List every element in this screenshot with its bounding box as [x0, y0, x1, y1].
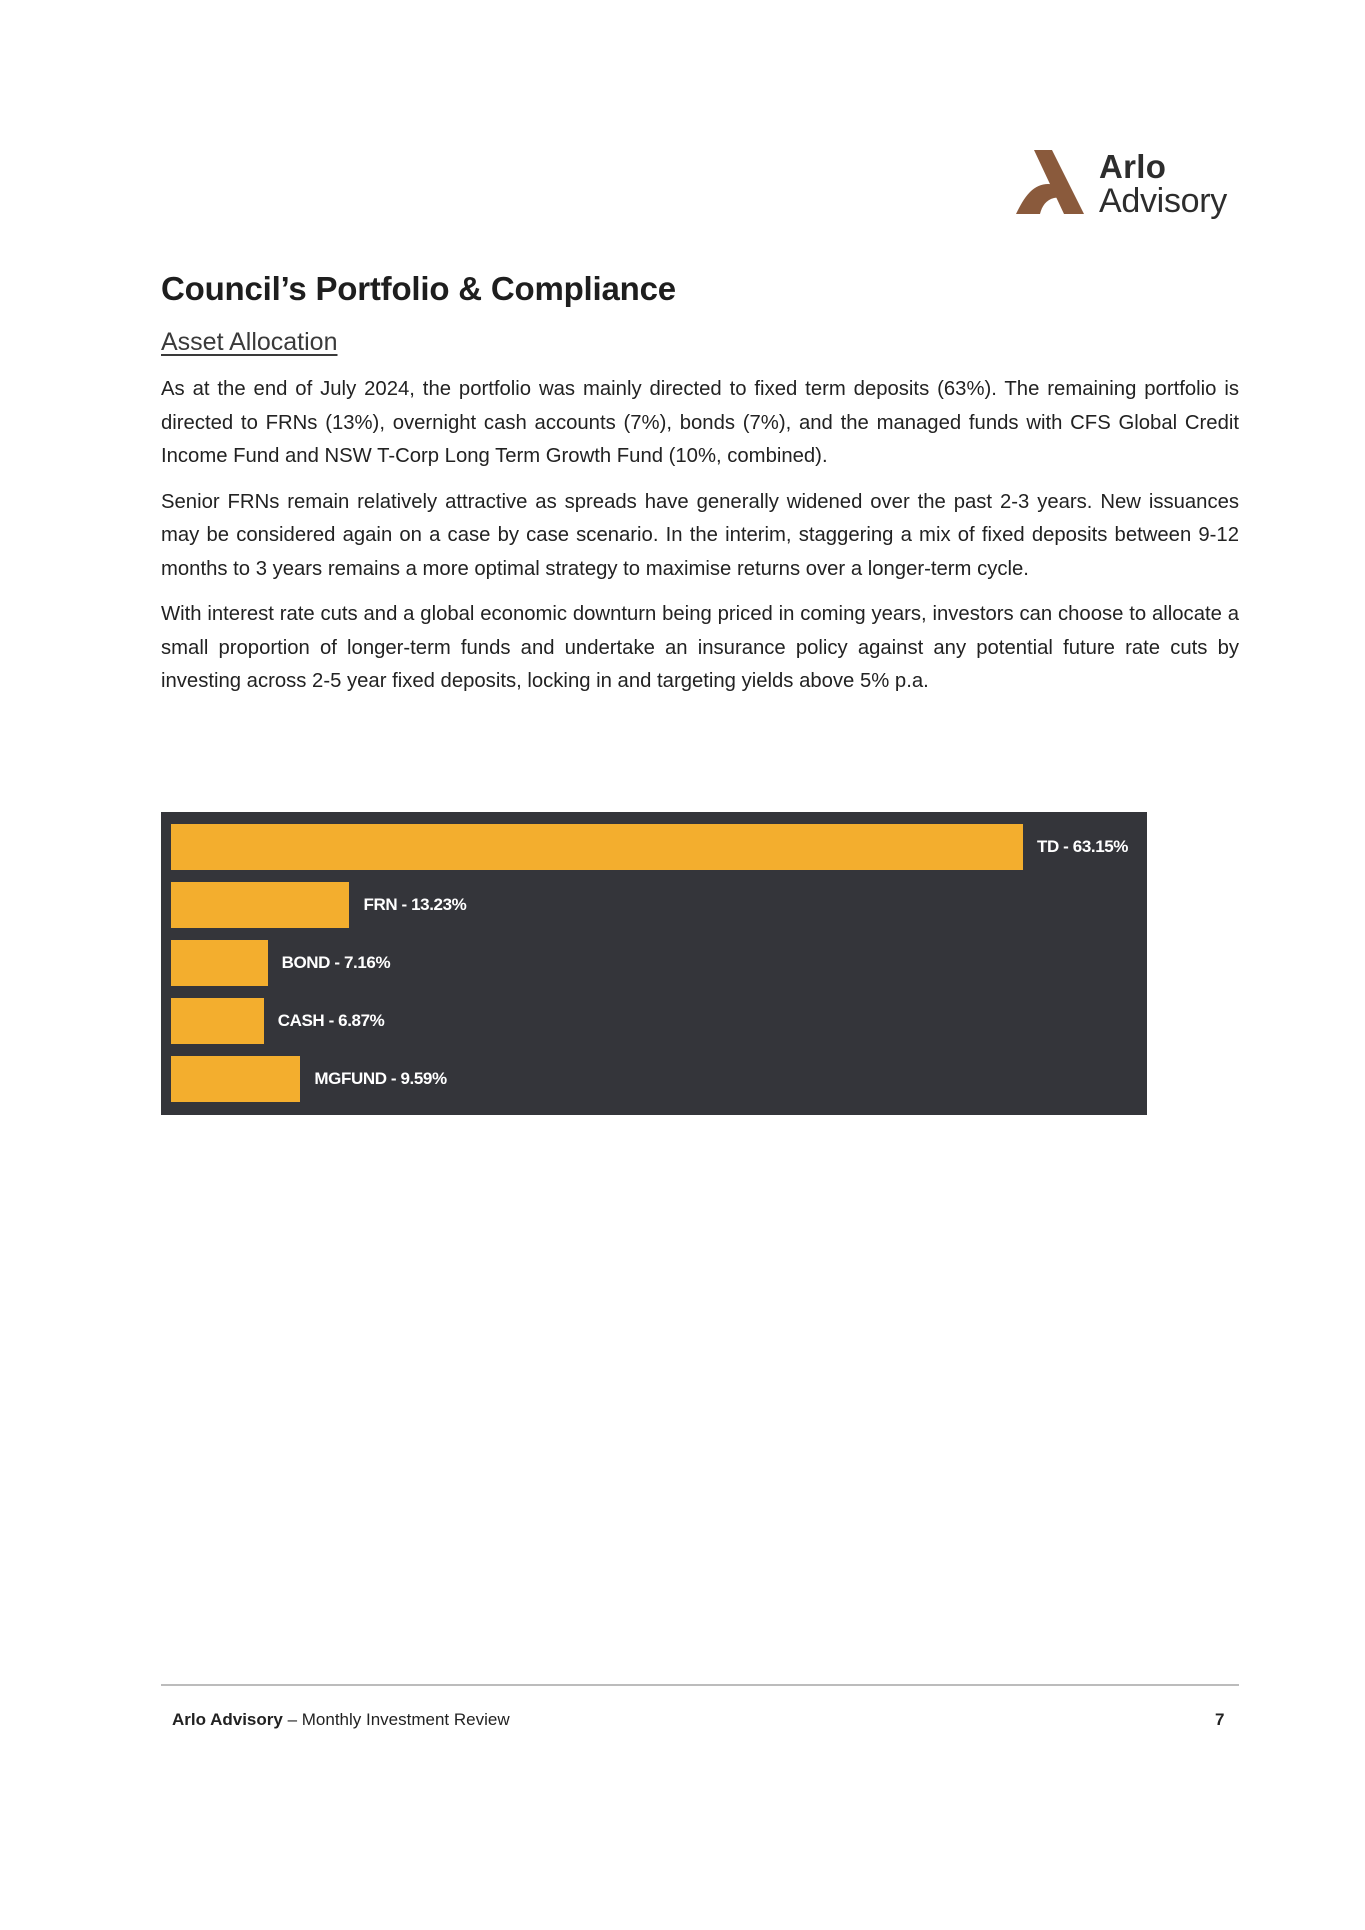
bar-cash: [171, 998, 264, 1044]
bar-frn: [171, 882, 349, 928]
bar-label-bond: BOND - 7.16%: [281, 953, 391, 972]
paragraph-1: As at the end of July 2024, the portfolio was mainly directed to fixed term deposits (63%). The remaining portfolio is directed to FRNs (13%), overnight cash accounts (7%), bonds (7%), and the managed funds with CFS Global Credit Income Fund and NSW T-Corp Long Term Growth Fund (10%, combined).: [161, 378, 1239, 467]
bar-label-td: TD - 63.15%: [1037, 837, 1129, 856]
bar-mgfund: [171, 1056, 300, 1102]
bar-label-mgfund: MGFUND - 9.59%: [314, 1069, 447, 1088]
logo-wordmark: [1099, 150, 1227, 218]
footer-divider: [161, 1684, 1239, 1686]
logo-name-line2: Advisory: [1099, 182, 1227, 220]
main-content: [161, 270, 1239, 711]
asset-allocation-chart: [161, 812, 1147, 1115]
page-title: Council’s Portfolio & Compliance: [161, 270, 676, 307]
arlo-advisory-logo: [1012, 140, 1240, 230]
logo-name-line1: Arlo: [1099, 148, 1167, 185]
bar-td: [171, 824, 1023, 870]
bar-bond: [171, 940, 268, 986]
bar-label-frn: FRN - 13.23%: [363, 895, 467, 914]
bar-label-cash: CASH - 6.87%: [277, 1011, 385, 1030]
footer-doc-title: – Monthly Investment Review: [282, 1710, 510, 1729]
arlo-a-mark-icon: [1012, 146, 1092, 218]
section-subtitle: Asset Allocation: [161, 328, 338, 356]
paragraph-2: Senior FRNs remain relatively attractive as spreads have generally widened over the past 2-3 years. New issuances may be considered again on a case by case scenario. In the interim, staggering a mix of fixed deposits between 9-12 months to 3 years remains a more optimal strategy to maximise returns over a longer-term cycle.: [161, 490, 1239, 580]
page-number: 7: [1215, 1710, 1225, 1729]
paragraph-3: With interest rate cuts and a global economic downturn being priced in coming years, investors can choose to allocate a small proportion of longer-term funds and undertake an insurance policy against any potential future rate cuts by investing across 2-5 year fixed deposits, locking in and targeting yields above 5% p.a.: [161, 603, 1239, 692]
footer-brand: Arlo Advisory: [172, 1710, 283, 1729]
footer-text: [172, 1710, 510, 1730]
